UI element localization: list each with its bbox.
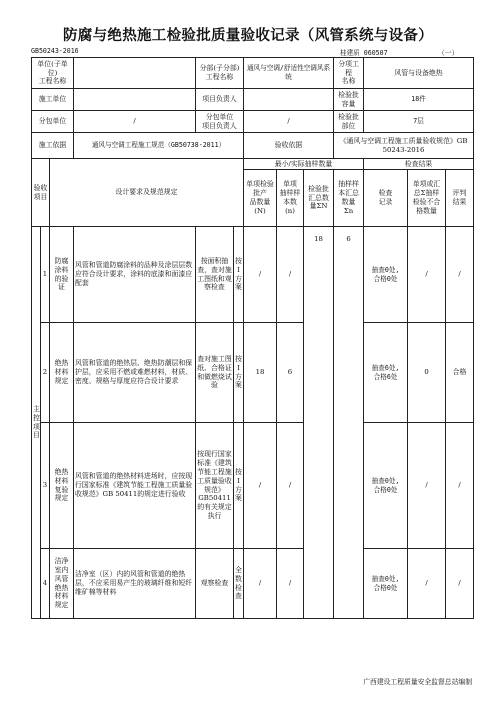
document-title: 防腐与绝热施工检验批质量验收记录（风管系统与设备） <box>63 27 433 44</box>
sub-unit-label: 分包单位 <box>32 111 74 133</box>
subitem-value[interactable]: 风管与设备绝热 <box>364 58 474 89</box>
record-number: 桂建质 060507 <box>340 49 388 57</box>
sampling-scheme: 全数检查 <box>234 549 244 619</box>
sampling-scheme: 按Ⅰ方案 <box>234 227 244 323</box>
check-record-header: 检查 记录 <box>364 170 408 227</box>
row-number: 2 <box>41 323 50 423</box>
batch-quantity[interactable]: / <box>244 549 277 619</box>
batch-capacity-value[interactable]: 18件 <box>364 89 474 111</box>
table-row <box>32 227 474 323</box>
unqualified-header: 单项或汇 总Σ抽样 检验不合 格数量 <box>408 170 446 227</box>
judgement-result[interactable]: / <box>446 227 474 323</box>
acc-basis-label: 验收依据 <box>244 133 334 159</box>
unqualified-count[interactable]: / <box>408 423 446 549</box>
check-result-header: 检查结果 <box>364 159 474 170</box>
judgement-result[interactable]: / <box>446 549 474 619</box>
sub-pm-value[interactable]: / <box>244 111 334 133</box>
sample-quantity[interactable]: / <box>277 549 304 619</box>
header-row-3 <box>32 111 474 133</box>
requirement-text: 风管和管道防腐涂料的品种及涂层层数应符合设计要求，涂料的底漆和面漆应配套 <box>74 227 196 323</box>
sample-quantity[interactable]: / <box>277 227 304 323</box>
single-batch-header: 单项检验 批产 品数量 (N) <box>244 170 277 227</box>
judgement-result[interactable]: 合格 <box>446 323 474 423</box>
batch-capacity-label: 检验批容量 <box>334 89 364 111</box>
standard-code: GB50243-2016 <box>31 47 79 55</box>
total-batch-quantity[interactable]: 18 <box>304 227 334 619</box>
total-batch-header: 检验批 汇总数 量ΣN <box>304 170 334 227</box>
check-record[interactable]: 抽查0处, 合格0处 <box>364 227 408 323</box>
constructor-label: 施工单位 <box>32 89 74 111</box>
table-row <box>32 323 474 423</box>
batch-quantity[interactable]: / <box>244 423 277 549</box>
unit-value[interactable] <box>74 58 196 89</box>
header-row-1 <box>32 58 474 89</box>
inspection-table <box>31 57 474 619</box>
inspection-method: 按现行国家标准《建筑节能工程施工质量验收规范》GB50411的有关规定执行 <box>196 423 234 549</box>
total-sample-quantity[interactable]: 6 <box>334 227 364 619</box>
check-record[interactable]: 抽查0处, 合格0处 <box>364 423 408 549</box>
unit-label: 单位(子单位) 工程名称 <box>32 58 74 89</box>
inspection-method: 按面积抽查，查对施工图纸和观察检查 <box>196 227 234 323</box>
sub-unit-value[interactable]: / <box>74 111 196 133</box>
judgement-result[interactable]: / <box>446 423 474 549</box>
subitem-label: 分项工程 名称 <box>334 58 364 89</box>
min-sample-header: 最小/实际抽样数量 <box>244 159 364 170</box>
footer-publisher: 广西建设工程质量安全监督总站编制 <box>363 678 472 686</box>
header-row-2 <box>32 89 474 111</box>
pm-value[interactable] <box>244 89 334 111</box>
table-row <box>32 423 474 549</box>
row-number: 1 <box>41 227 50 323</box>
acceptance-item-header: 验收 项目 <box>32 159 50 227</box>
unqualified-count[interactable]: / <box>408 227 446 323</box>
division-value[interactable]: 通风与空调/舒适性空调风系统 <box>244 58 334 89</box>
row-number: 3 <box>41 423 50 549</box>
single-sample-header: 单项 抽样样 本数 (n) <box>277 170 304 227</box>
total-sample-header: 抽样样 本汇总 数量 Σn <box>334 170 364 227</box>
table-row <box>32 549 474 619</box>
batch-quantity[interactable]: 18 <box>244 323 277 423</box>
column-header-row-1 <box>32 159 474 170</box>
sampling-scheme: 按Ⅰ方案 <box>234 323 244 423</box>
design-req-header: 设计要求及规范规定 <box>50 159 244 227</box>
sample-quantity[interactable]: 6 <box>277 323 304 423</box>
item-name: 绝热 材料 复验 规定 <box>50 423 74 549</box>
pm-label: 项目负责人 <box>196 89 244 111</box>
item-name: 绝热 材料 规定 <box>50 323 74 423</box>
batch-quantity[interactable]: / <box>244 227 277 323</box>
division-label: 分部(子分部) 工程名称 <box>196 58 244 89</box>
main-control-label: 主 控 项 目 <box>32 227 41 619</box>
page-mark: （一） <box>438 49 459 57</box>
requirement-text: 风管和管道的绝热层、绝热防潮层和保护层，应采用不燃或难燃材料，材质、密度、规格与厚度应符合设计要求 <box>74 323 196 423</box>
judgement-header: 评判 结果 <box>446 170 474 227</box>
check-record[interactable]: 抽查6处, 合格6处 <box>364 323 408 423</box>
sampling-scheme: 按Ⅰ方案 <box>234 423 244 549</box>
batch-part-value[interactable]: 7层 <box>364 111 474 133</box>
sample-quantity[interactable]: / <box>277 423 304 549</box>
acc-basis-value[interactable]: 《通风与空调工程施工质量验收规范》GB 50243-2016 <box>334 133 474 159</box>
item-name: 防腐 涂料 的验 证 <box>50 227 74 323</box>
basis-label: 施工依据 <box>32 133 74 159</box>
unqualified-count[interactable]: 0 <box>408 323 446 423</box>
requirement-text: 洁净室（区）内的风管和管道的绝热层，不应采用易产生的玻璃纤维和短纤维矿棉等材料 <box>74 549 196 619</box>
basis-value[interactable]: 通风与空调工程施工规范（GB50738-2011） <box>74 133 244 159</box>
check-record[interactable]: 抽查0处, 合格0处 <box>364 549 408 619</box>
header-row-4 <box>32 133 474 159</box>
batch-part-label: 检验批部位 <box>334 111 364 133</box>
inspection-method: 观察检查 <box>196 549 234 619</box>
inspection-method: 查对施工图纸、合格证和做燃烧试验 <box>196 323 234 423</box>
requirement-text: 风管和管道的绝热材料进场时，应按现行国家标准《建筑节能工程施工质量验收规范》GB 50411的规定进行验收 <box>74 423 196 549</box>
row-number: 4 <box>41 549 50 619</box>
item-name: 洁净 室内 风管 绝热 材料 规定 <box>50 549 74 619</box>
unqualified-count[interactable]: / <box>408 549 446 619</box>
constructor-value[interactable] <box>74 89 196 111</box>
sub-pm-label: 分包单位 项目负责人 <box>196 111 244 133</box>
